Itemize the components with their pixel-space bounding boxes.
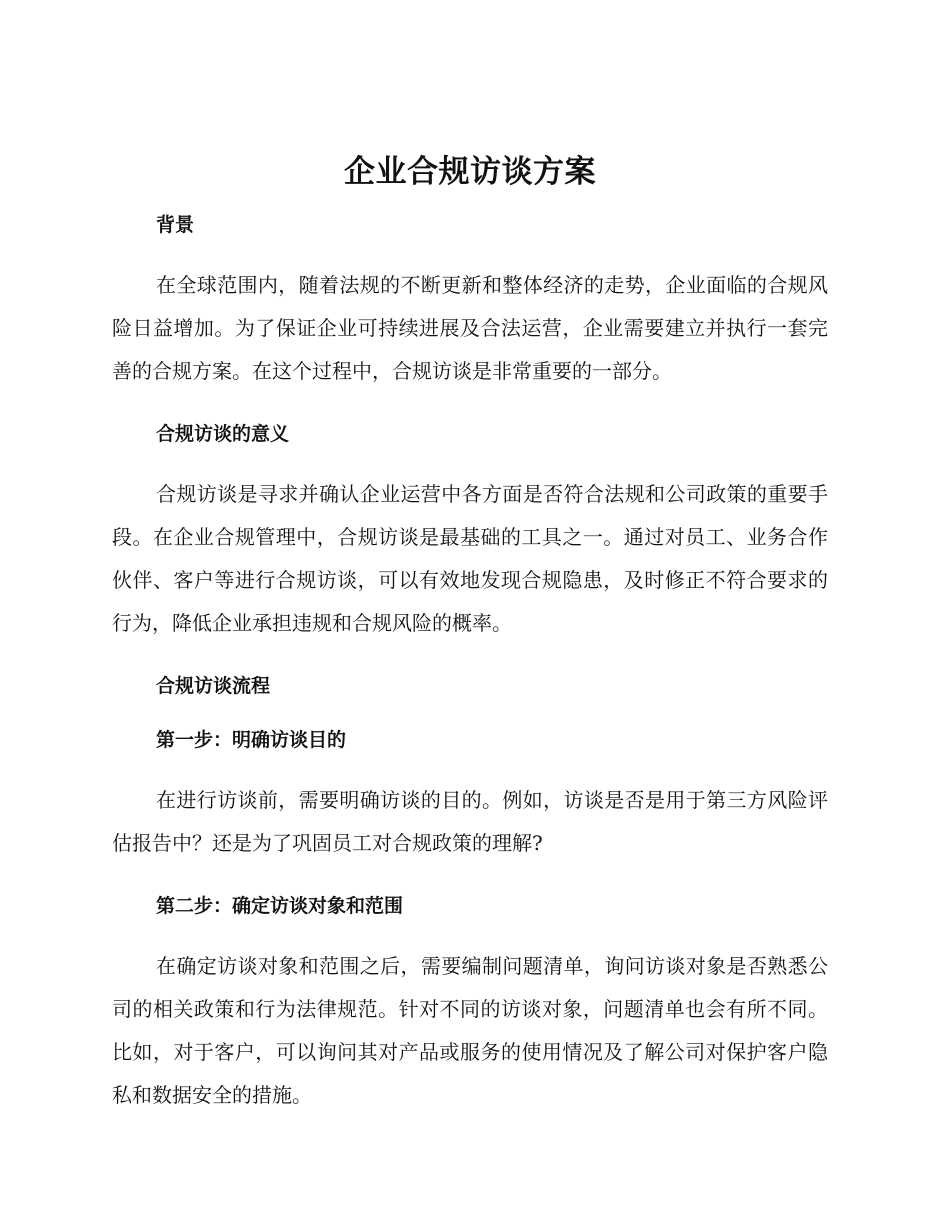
section-paragraph-significance: 合规访谈是寻求并确认企业运营中各方面是否符合法规和公司政策的重要手段。在企业合规管理中，合规访谈是最基础的工具之一。通过对员工、业务合作伙伴、客户等进行合规访谈，可以有效地发现合规隐患，及时修正不符合要求的行为，降低企业承担违规和合规风险的概率。	[112, 482, 828, 635]
section-paragraph-background: 在全球范围内，随着法规的不断更新和整体经济的走势，企业面临的合规风险日益增加。为了保证企业可持续进展及合法运营，企业需要建立并执行一套完善的合规方案。在这个过程中，合规访谈是非常重要的一部分。	[112, 273, 828, 383]
section-heading-process: 合规访谈流程	[156, 675, 271, 697]
document-title: 企业合规访谈方案	[344, 154, 596, 190]
section-heading-step-two: 第二步：确定访谈对象和范围	[156, 895, 404, 917]
section-heading-step-one: 第一步：明确访谈目的	[156, 729, 347, 751]
document-body	[112, 148, 828, 1143]
section-heading-significance: 合规访谈的意义	[156, 423, 290, 445]
section-heading-background: 背景	[156, 214, 195, 236]
section-paragraph-step-two: 在确定访谈对象和范围之后，需要编制问题清单，询问访谈对象是否熟悉公司的相关政策和行为法律规范。针对不同的访谈对象，问题清单也会有所不同。比如，对于客户，可以询问其对产品或服务的使用情况及了解公司对保护客户隐私和数据安全的措施。	[112, 954, 828, 1107]
section-paragraph-step-one: 在进行访谈前，需要明确访谈的目的。例如，访谈是否是用于第三方风险评估报告中？还是为了巩固员工对合规政策的理解?	[112, 788, 828, 855]
